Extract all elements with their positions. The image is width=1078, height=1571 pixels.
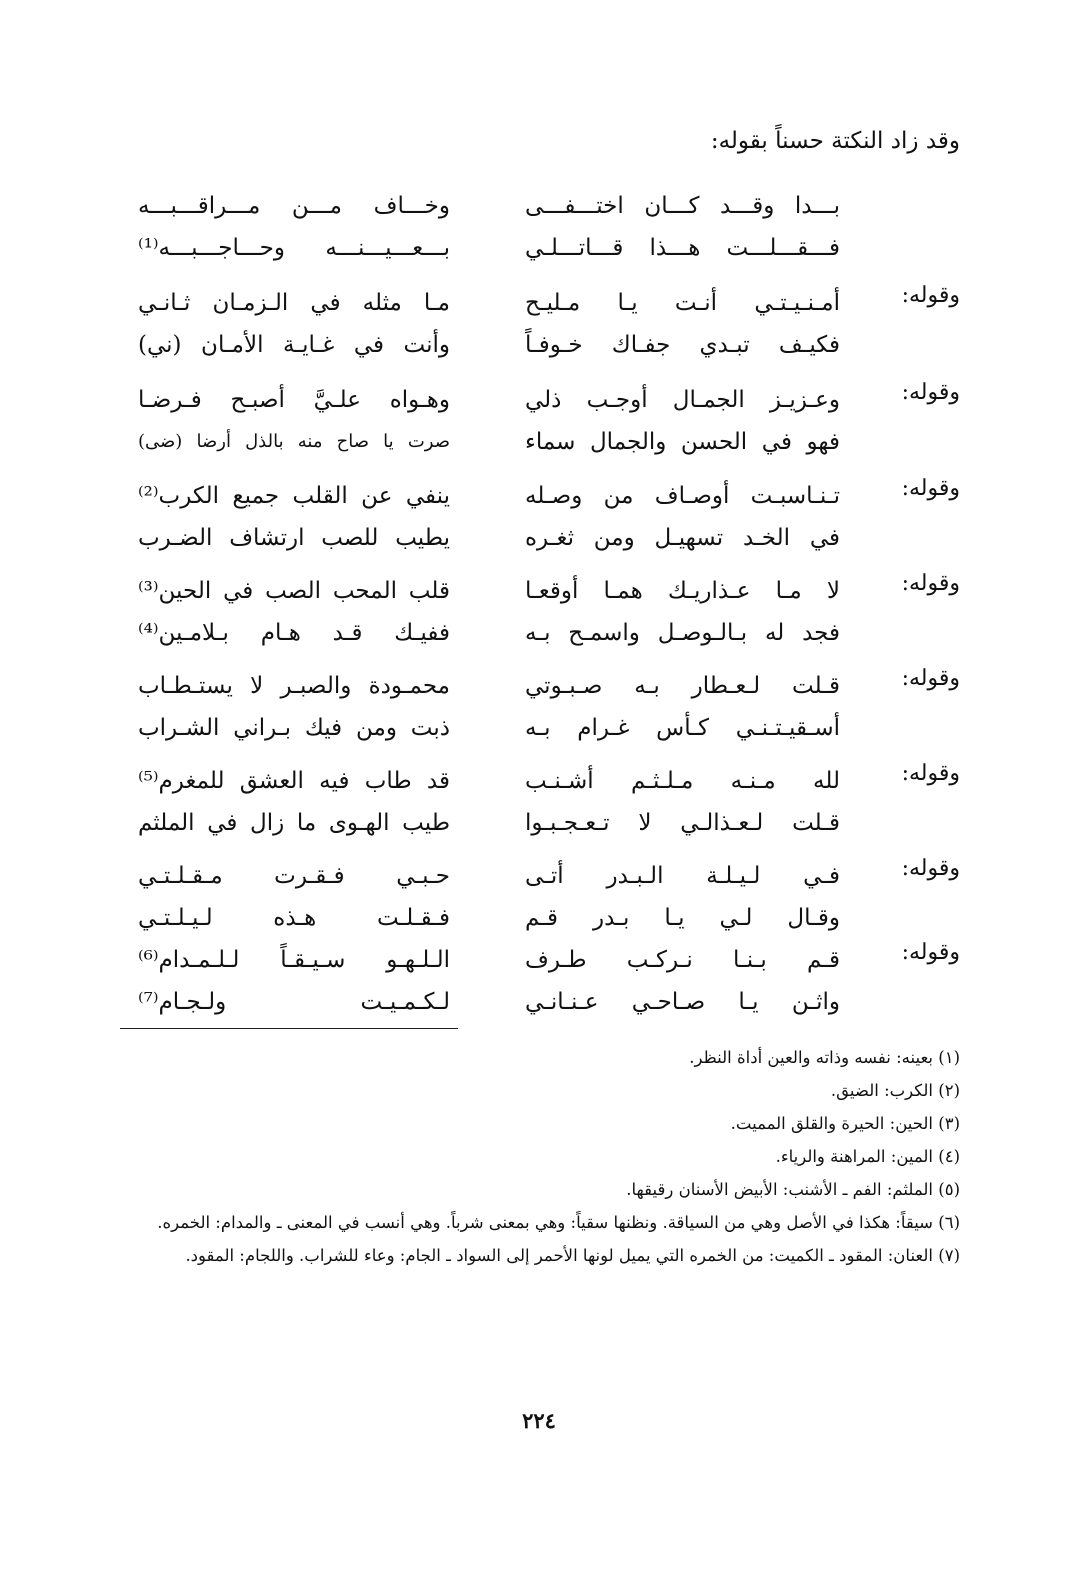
second-hemistich: مـا مثله في الـزمـان ثـانـي: [138, 290, 450, 316]
poem-stanza: [0, 380, 1078, 460]
first-hemistich: فجد له بـالـوصـل واسمـح بـه: [525, 620, 840, 646]
poem-stanza: [0, 761, 1078, 841]
second-hemistich: حـبـي فـقـرت مـقـلـتـي: [138, 863, 450, 889]
second-hemistich: وخـــاف مـــن مـــراقـــبـــه: [138, 193, 450, 219]
footnote: (١) بعينه: نفسه وذاته والعين أداة النظر.: [689, 1048, 960, 1067]
first-hemistich: قـلت لـعـطار بـه صـبـوتي: [525, 673, 840, 699]
footnote: (٧) العنان: المقود ـ الكميت: من الخمره التي يميل لونها الأحمر إلى السواد ـ الجام: وعاء للشراب. واللجام: المقود.: [185, 1246, 960, 1265]
poem-stanza: [0, 940, 1078, 1020]
stanza-label: وقوله:: [901, 380, 960, 405]
first-hemistich: فكيـف تبـدي جفـاك خـوفـاً: [525, 332, 840, 358]
stanza-label: وقوله:: [901, 571, 960, 596]
first-hemistich: أسـقيـتـنـي كـأس غـرام بـه: [525, 715, 840, 741]
first-hemistich: قـم بـنـا نـركـب طـرف: [525, 947, 840, 973]
first-hemistich: تـنـاسبـت أوصـاف من وصـله: [525, 483, 840, 509]
second-hemistich: فـقـلـت هـذه لـيـلـتـي: [138, 905, 450, 931]
first-hemistich: لا مـا عـذاريـك همـا أوقعـا: [525, 578, 840, 604]
second-hemistich: محمـودة والصبـر لا يستـطـاب: [138, 673, 450, 699]
first-hemistich: لله مـنـه مـلـثـم أشـنـب: [525, 768, 840, 794]
intro-line: وقد زاد النكتة حسناً بقوله:: [710, 128, 960, 154]
second-hemistich: قد طاب فيه العشق للمغرم⁽⁵⁾: [138, 768, 450, 794]
second-hemistich: صرت يا صاح منه بالذل أرضا (ضى): [138, 431, 450, 452]
poem-stanza: [0, 856, 1078, 936]
page-number: ٢٢٤: [522, 1408, 556, 1433]
second-hemistich: لـكـمـيـت ولـجـام⁽⁷⁾: [138, 989, 450, 1015]
second-hemistich: وهـواه علـيَّ أصبـح فـرضـا: [138, 387, 450, 413]
first-hemistich: في الخـد تسهيـل ومن ثغـره: [525, 525, 840, 551]
stanza-label: وقوله:: [901, 761, 960, 786]
second-hemistich: طيب الهـوى ما زال في الملثم: [138, 810, 450, 836]
second-hemistich: بـــعـــيـــنـــه وحـــاجـــبـــه⁽¹⁾: [138, 235, 450, 261]
second-hemistich: الـلـهـو سـيـقـاً لـلـمـدام⁽⁶⁾: [138, 947, 450, 973]
first-hemistich: فـــقـــلـــت هـــذا قـــاتـــلـي: [525, 235, 840, 261]
stanza-label: وقوله:: [901, 856, 960, 881]
stanza-label: وقوله:: [901, 283, 960, 308]
second-hemistich: يطيب للصب ارتشاف الضـرب: [138, 525, 450, 551]
second-hemistich: ينفي عن القلب جميع الكرب⁽²⁾: [138, 483, 450, 509]
footnote: (٥) الملثم: الفم ـ الأشنب: الأبيض الأسنان رقيقها.: [626, 1180, 960, 1199]
poem-stanza: [0, 476, 1078, 556]
poem-stanza: [0, 666, 1078, 746]
second-hemistich: وأنت في غـايـة الأمـان (ني): [138, 332, 450, 358]
first-hemistich: أمـنـيـتـي أنـت يـا مـليـح: [525, 290, 840, 316]
poem-stanza: [0, 283, 1078, 363]
first-hemistich: فـي لـيـلـة الـبـدر أتـى: [525, 863, 840, 889]
stanza-label: وقوله:: [901, 476, 960, 501]
footnote: (٢) الكرب: الضيق.: [830, 1081, 960, 1100]
first-hemistich: واثـن يـا صـاحـي عـنـانـي: [525, 989, 840, 1015]
first-hemistich: فهو في الحسن والجمال سماء: [525, 429, 840, 455]
footnote: (٦) سيقاً: هكذا في الأصل وهي من السياقة. ونظنها سقياً: وهي بمعنى شرباً. وهي أنسب في المعنى ـ والمدام: الخمره.: [157, 1213, 960, 1232]
second-hemistich: قلب المحب الصب في الحين⁽³⁾: [138, 578, 450, 604]
first-hemistich: وقـال لـي يـا بـدر قـم: [525, 905, 840, 931]
first-hemistich: وعـزيـز الجمـال أوجـب ذلي: [525, 387, 840, 413]
footnotes: [138, 1041, 960, 1272]
stanza-label: وقوله:: [901, 666, 960, 691]
first-hemistich: قـلت لـعـذالـي لا تـعـجـبـوا: [525, 810, 840, 836]
footnote: (٣) الحين: الحيرة والقلق المميت.: [730, 1114, 960, 1133]
stanza-label: وقوله:: [901, 940, 960, 965]
footnote-divider: [120, 1028, 458, 1029]
poem-stanza: [0, 186, 1078, 266]
poem-stanza: [0, 571, 1078, 651]
first-hemistich: بـــدا وقـــد كـــان اختـــفـــى: [525, 193, 840, 219]
second-hemistich: ذبت ومن فيك بـراني الشـراب: [138, 715, 450, 741]
second-hemistich: ففيـك قـد هـام بـلامـين⁽⁴⁾: [138, 620, 450, 646]
footnote: (٤) المين: المراهنة والرياء.: [775, 1147, 960, 1166]
